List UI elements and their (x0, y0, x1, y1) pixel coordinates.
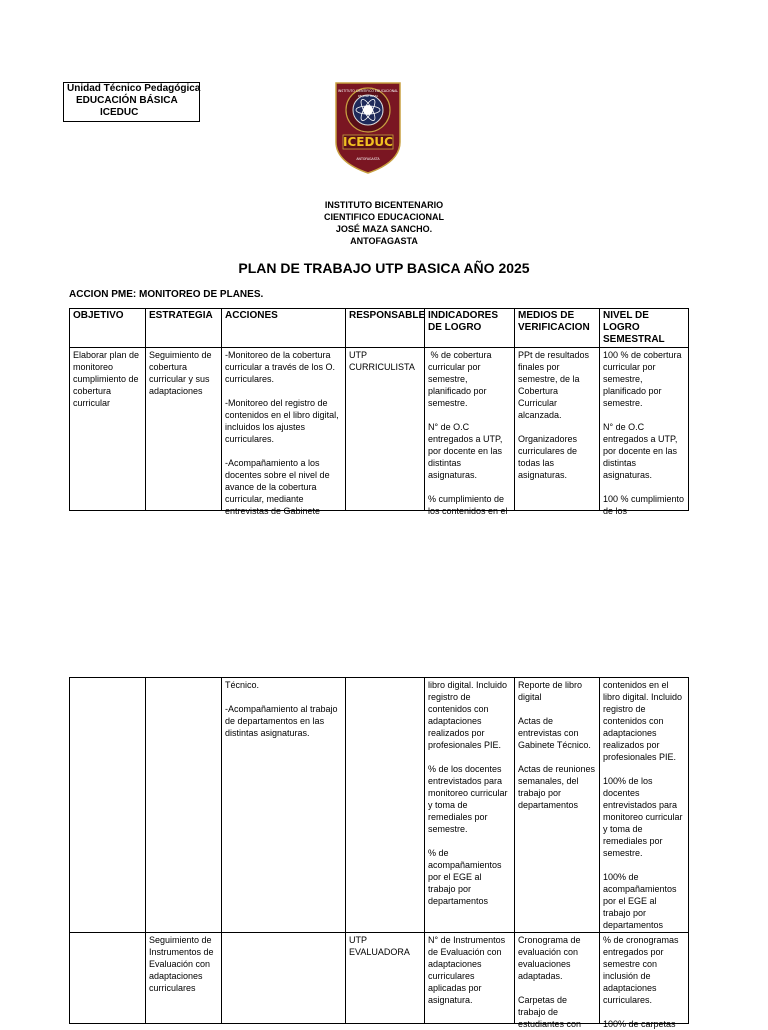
plan-table-continued (69, 677, 689, 1029)
table-cell (600, 933, 689, 1029)
unit-header-box (63, 82, 200, 122)
iceduc-crest-logo (333, 80, 403, 175)
table-cell (425, 678, 515, 933)
cell-medios: Reporte de libro digital Actas de entrevistas con Gabinete Técnico. Actas de reuniones semanales, del trabajo por departamentos (518, 680, 596, 810)
cell-nivel-logro: % de cronogramas entregados por semestre con inclusión de adaptaciones curriculares. 100% de carpetas (603, 935, 679, 1029)
unit-line: EDUCACIÓN BÁSICA (76, 95, 178, 106)
cell-medios: Cronograma de evaluación con evaluaciones adaptadas. Carpetas de trabajo de estudiantes con (518, 935, 582, 1029)
header-indicadores: INDICADORES DE LOGRO (425, 309, 515, 348)
header-responsable: RESPONSABLE (346, 309, 425, 348)
cell-nivel-logro: contenidos en el libro digital. Incluido registro de contenidos con adaptaciones realizados por profesionales PIE. 100% de los docentes entrevistados para monitoreo curricular y toma de remediales por semestre. 100% de acompañamientos por el EGE al trabajo por departamentos (603, 680, 683, 930)
cell-responsable: UTP CURRICULISTA (349, 350, 415, 372)
cell-medios: PPt de resultados finales por semestre, de la Cobertura Curricular alcanzada. Organizadores curriculares de todas las asignaturas. (518, 350, 590, 480)
table-header-row (70, 309, 689, 348)
institute-name (284, 199, 484, 247)
cell-estrategia: Seguimiento de Instrumentos de Evaluación con adaptaciones curriculares (149, 935, 217, 993)
cell-acciones: -Monitoreo de la cobertura curricular a través de los O. curriculares. -Monitoreo del registro de contenidos en el libro digital, incluidos los ajustes curriculares. -Acompañamiento a los docentes sobre el nivel de avance de la cobertura curricular, mediante entrevistas de Gabinete (225, 350, 339, 516)
cell-nivel-logro: 100 % de cobertura curricular por semestre, planificado por semestre. N° de O.C entregados a UTP, por docente en las distintas asignaturas. 100 % cumplimiento de los (603, 350, 685, 516)
logo-footer: ANTOFAGASTA (356, 157, 380, 161)
institute-line: CIENTIFICO EDUCACIONAL (324, 212, 444, 222)
table-cell (346, 933, 425, 1024)
table-cell (515, 678, 600, 933)
table-cell (222, 933, 346, 1024)
table-cell (146, 678, 222, 933)
table-cell (600, 348, 689, 516)
table-cell (425, 348, 515, 516)
unit-line: Unidad Técnico Pedagógica (67, 83, 201, 94)
table-cell (146, 933, 222, 1024)
table-cell (146, 348, 222, 511)
header-nivel-logro: NIVEL DE LOGRO SEMESTRAL (600, 309, 689, 348)
institute-line: ANTOFAGASTA (350, 236, 418, 246)
cell-acciones (225, 934, 342, 1022)
cell-responsable: UTP EVALUADORA (349, 935, 410, 957)
table-row (70, 678, 689, 933)
table-cell (346, 348, 425, 511)
institute-line: INSTITUTO BICENTENARIO (324, 200, 444, 210)
header-medios: MEDIOS DE VERIFICACION (515, 309, 600, 348)
table-row (70, 348, 689, 511)
cell-objetivo: Elaborar plan de monitoreo cumplimiento de cobertura curricular (73, 350, 142, 408)
table-cell (70, 933, 146, 1024)
cell-acciones: Técnico. -Acompañamiento al trabajo de departamentos en las distintas asignaturas. (225, 680, 338, 738)
cell-objetivo (73, 934, 142, 1022)
table-cell (70, 348, 146, 511)
table-cell (346, 678, 425, 933)
header-objetivo: OBJETIVO (70, 309, 146, 348)
table-cell (515, 348, 600, 511)
cell-estrategia: Seguimiento de cobertura curricular y sus adaptaciones (149, 350, 215, 396)
table-row (70, 933, 689, 1024)
table-cell (222, 348, 346, 516)
table-cell (515, 933, 600, 1029)
institute-line: JOSÉ MAZA SANCHO. (335, 224, 433, 234)
cell-indicadores: % de cobertura curricular por semestre, planificado por semestre. N° de O.C entregados a UTP, por docente en las distintas asignaturas. % cumplimiento de los contenidos en el (428, 350, 508, 516)
cell-indicadores: libro digital. Incluido registro de contenidos con adaptaciones realizados por profesionales PIE. % de los docentes entrevistados para monitoreo curricular y toma de remediales por semestre. % de acompañamientos por el EGE al trabajo por departamentos (428, 680, 508, 906)
accion-pme: ACCION PME: MONITOREO DE PLANES. (69, 289, 264, 300)
table-cell (425, 933, 515, 1024)
header-acciones: ACCIONES (222, 309, 346, 348)
document-title: PLAN DE TRABAJO UTP BASICA AÑO 2025 (238, 260, 530, 276)
header-estrategia: ESTRATEGIA (146, 309, 222, 348)
table-cell (600, 678, 689, 933)
unit-line: ICEDUC (100, 107, 139, 118)
table-cell (222, 678, 346, 933)
logo-ring-text: INSTITUTO CIENTIFICO EDUCACIONAL (337, 89, 399, 93)
logo-banner: ICEDUC (343, 135, 393, 149)
table-cell (70, 678, 146, 933)
cell-indicadores: N° de Instrumentos de Evaluación con adaptaciones curriculares aplicadas por asignatura. (428, 935, 508, 1005)
plan-table (69, 308, 689, 516)
logo-small-text: DE JOSE MAZA (357, 94, 379, 98)
